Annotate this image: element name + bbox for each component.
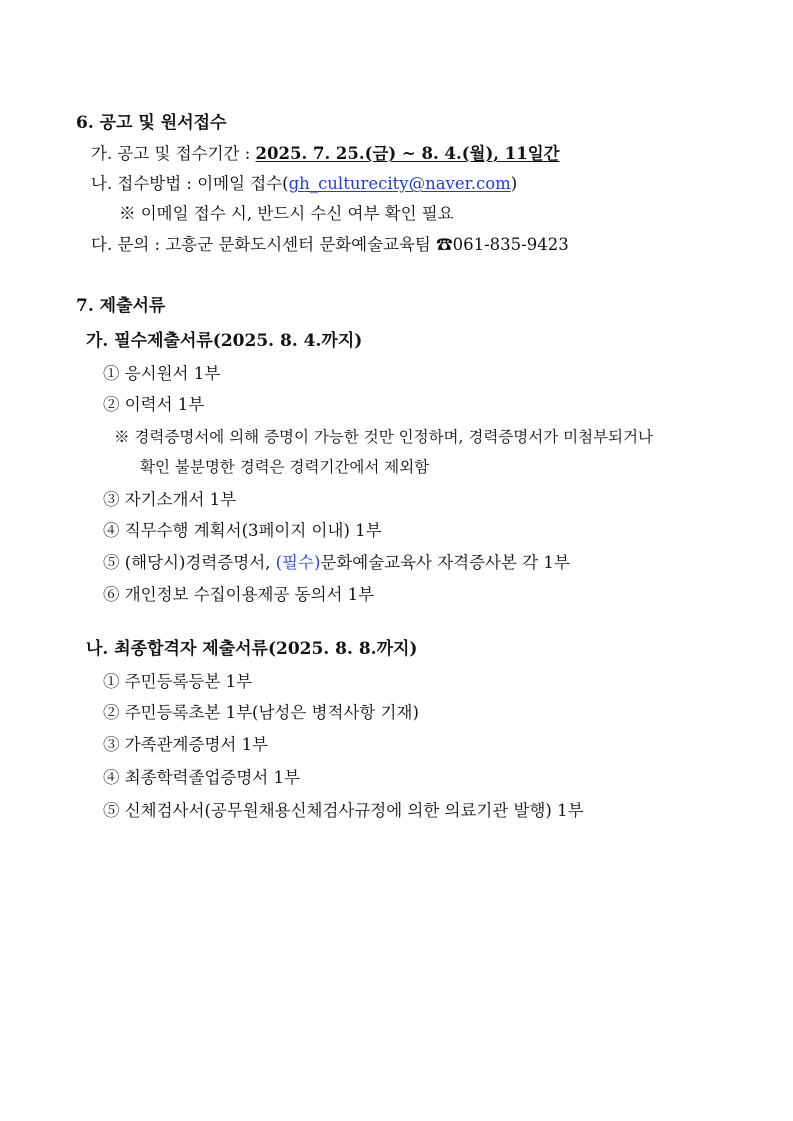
final-doc-5: ⑤ 신체검사서(공무원채용신체검사규정에 의한 의료기관 발행) 1부 [103, 801, 584, 820]
period-label: 가. 공고 및 접수기간 : [91, 144, 256, 163]
final-doc-1: ① 주민등록등본 1부 [103, 672, 253, 691]
section-6-item-ga [91, 143, 560, 165]
required-doc-4: ④ 직무수행 계획서(3페이지 이내) 1부 [103, 521, 382, 540]
final-docs-title: 나. 최종합격자 제출서류(2025. 8. 8.까지) [86, 639, 418, 659]
career-note-line-2: 확인 불분명한 경력은 경력기간에서 제외함 [140, 458, 430, 476]
method-suffix: ) [510, 174, 518, 193]
required-doc-5 [103, 552, 570, 574]
section-6-item-da: 다. 문의 : 고흥군 문화도시센터 문화예술교육팀 ☎061-835-9423 [91, 235, 569, 254]
section-6-title: 6. 공고 및 원서접수 [76, 113, 227, 133]
career-note-line-1: ※ 경력증명서에 의해 증명이 가능한 것만 인정하며, 경력증명서가 미첨부되거나 [114, 428, 653, 446]
section-7-title: 7. 제출서류 [76, 296, 166, 316]
final-doc-2: ② 주민등록초본 1부(남성은 병적사항 기재) [103, 703, 419, 722]
section-6-item-na [91, 173, 517, 195]
period-value: 2025. 7. 25.(금) ~ 8. 4.(월), 11일간 [255, 144, 560, 163]
required-doc-6: ⑥ 개인정보 수집이용제공 동의서 1부 [103, 585, 375, 604]
final-doc-3: ③ 가족관계증명서 1부 [103, 735, 268, 754]
final-doc-4: ④ 최종학력졸업증명서 1부 [103, 768, 300, 787]
required-doc-3: ③ 자기소개서 1부 [103, 490, 237, 509]
email-link[interactable]: gh_culturecity@naver.com [288, 174, 511, 193]
required-doc-5-suffix: 문화예술교육사 자격증사본 각 1부 [320, 553, 570, 572]
required-doc-1: ① 응시원서 1부 [103, 364, 221, 383]
required-doc-5-prefix: ⑤ (해당시)경력증명서, [103, 553, 276, 572]
required-tag: (필수) [275, 553, 321, 572]
method-label: 나. 접수방법 : 이메일 접수( [91, 174, 289, 193]
required-doc-2: ② 이력서 1부 [103, 395, 205, 414]
required-docs-title: 가. 필수제출서류(2025. 8. 4.까지) [86, 331, 363, 351]
email-note: ※ 이메일 접수 시, 반드시 수신 여부 확인 필요 [119, 204, 454, 223]
